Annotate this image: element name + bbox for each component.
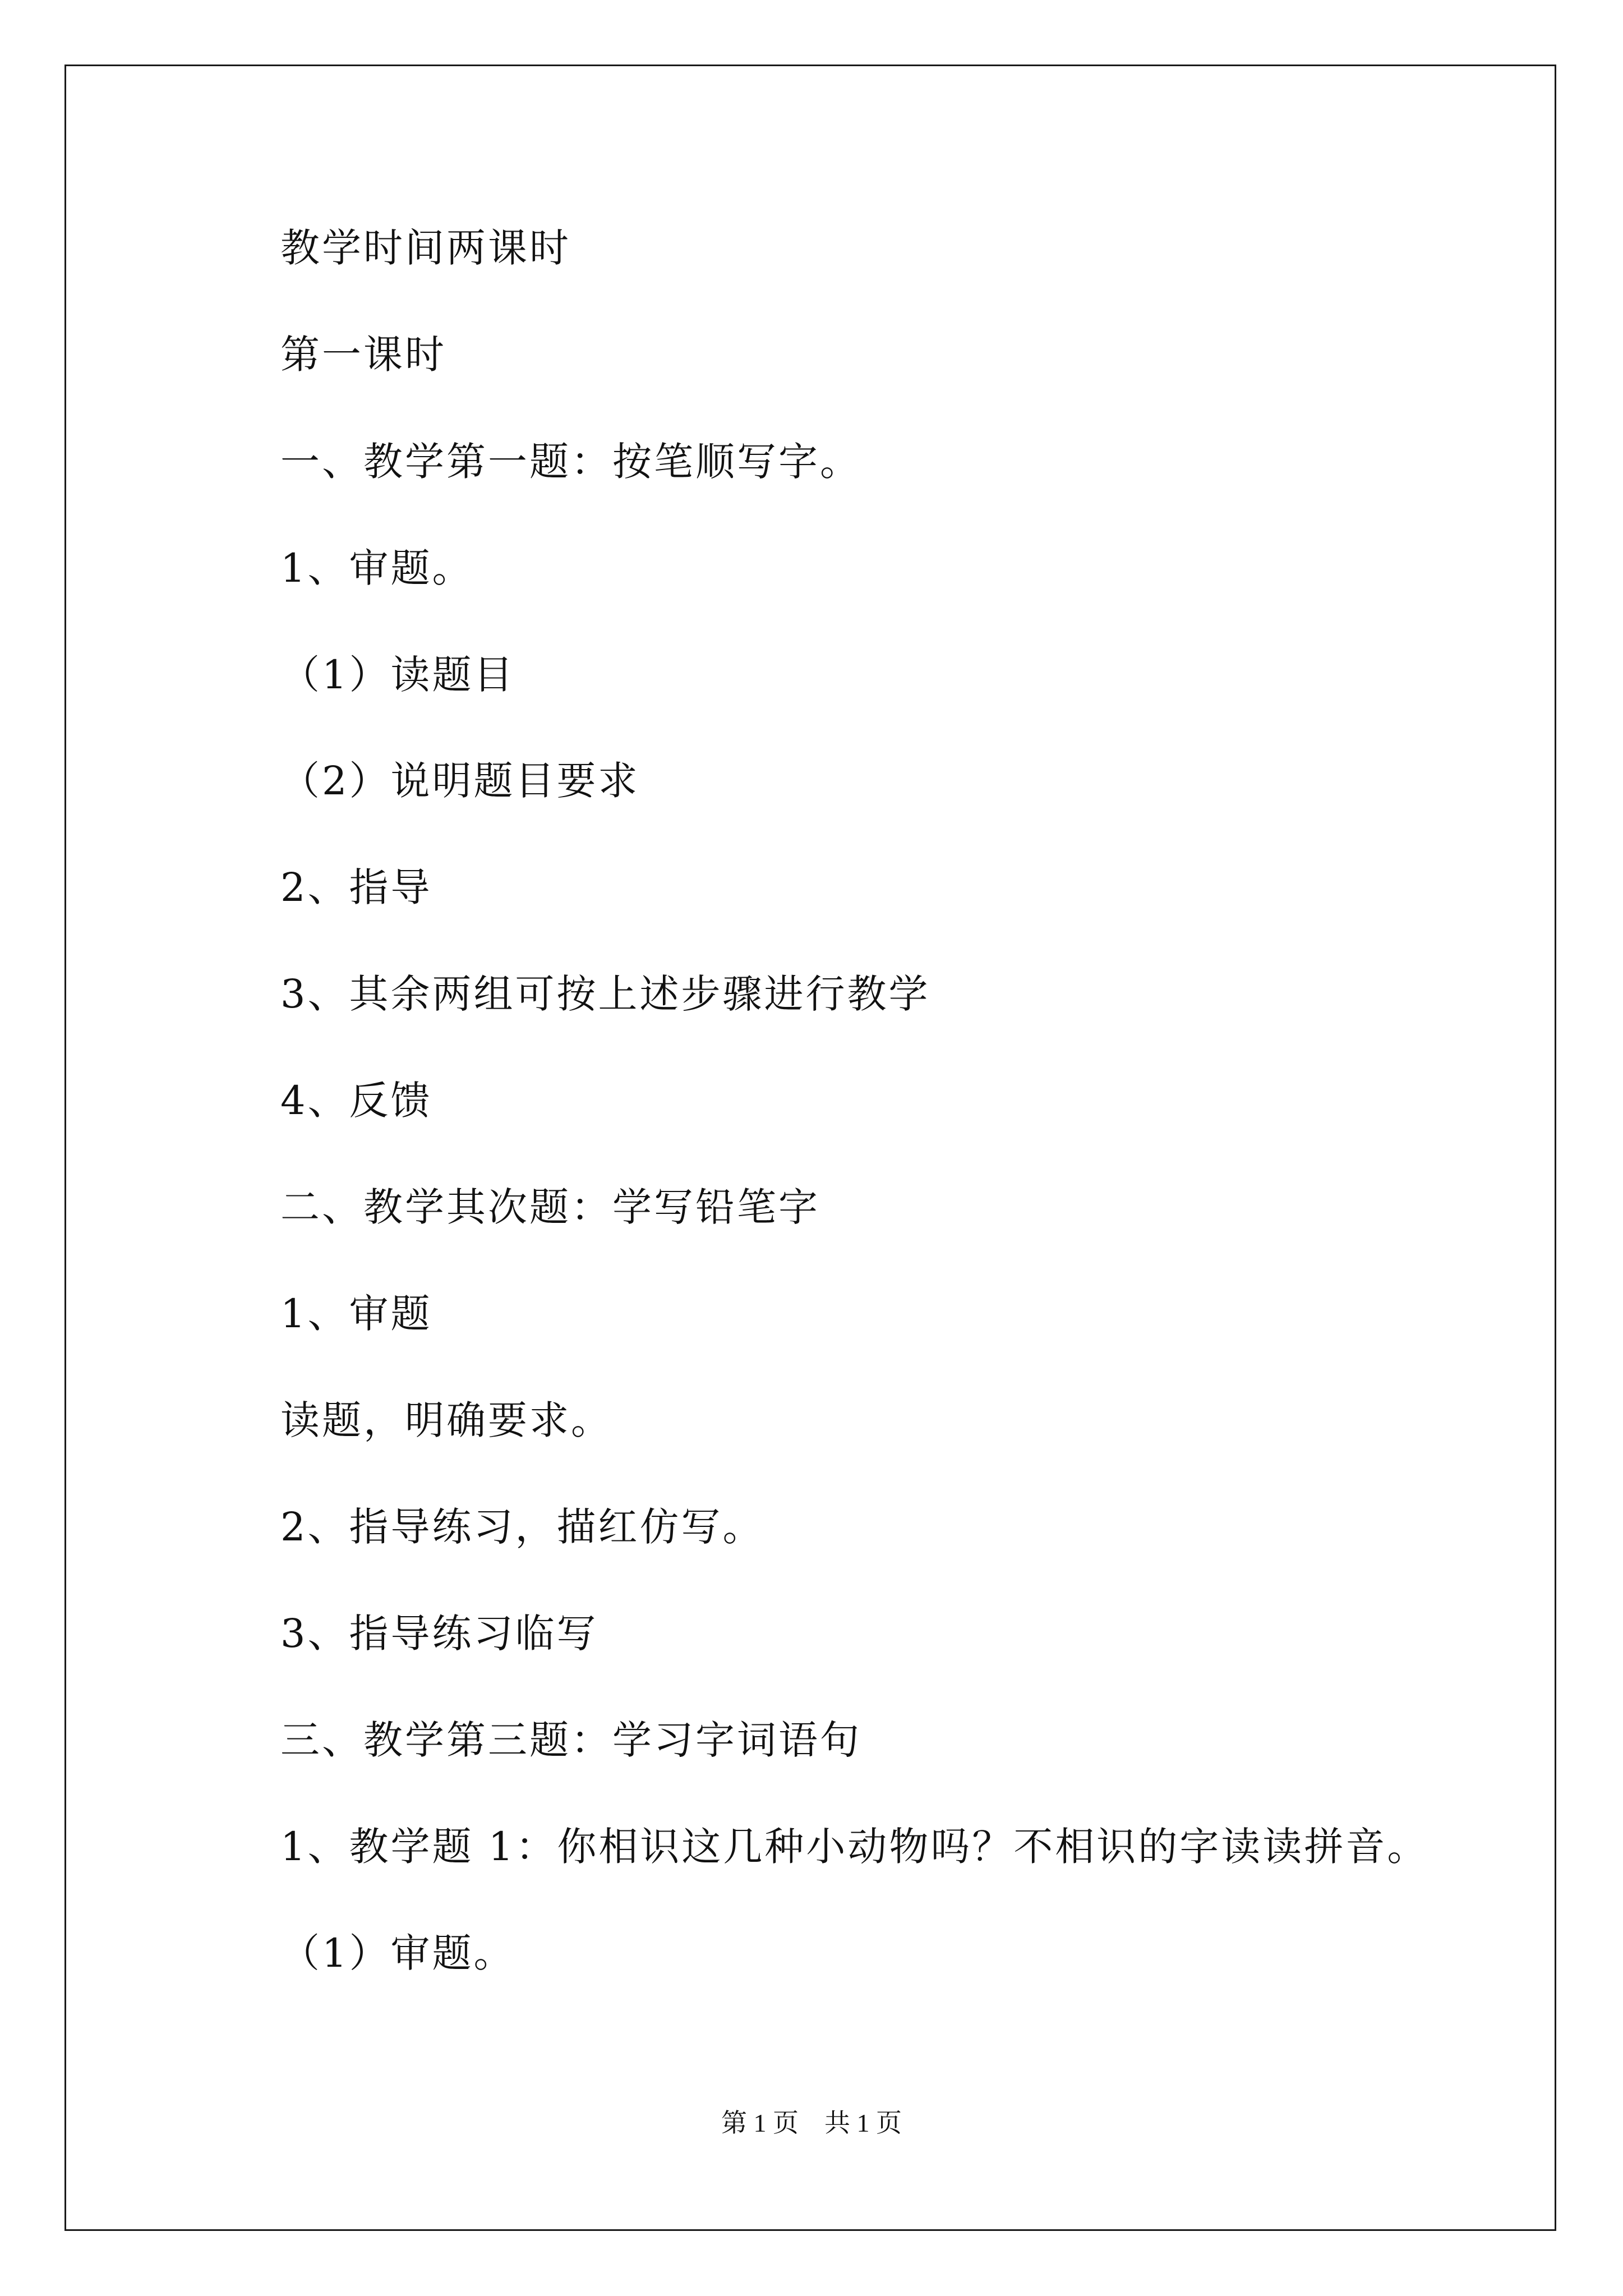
text-line: （2）说明题目要求 xyxy=(280,758,640,804)
text-line: （1）审题。 xyxy=(280,1930,515,1976)
text-line: 教学时间两课时 xyxy=(280,225,571,271)
page-footer: 第 1 页 共 1 页 xyxy=(721,2109,902,2137)
text-line: 1、审题 xyxy=(280,1291,432,1337)
text-line: 一、教学第一题：按笔顺写字。 xyxy=(280,439,861,485)
text-line: 2、指导练习，描红仿写。 xyxy=(280,1504,764,1550)
text-line: 第一课时 xyxy=(280,332,446,378)
text-line: 1、教学题 1：你相识这几种小动物吗？不相识的字读读拼音。 xyxy=(280,1824,1429,1870)
text-line: 3、其余两组可按上述步骤进行教学 xyxy=(280,971,930,1017)
text-line: 读题，明确要求。 xyxy=(280,1397,612,1443)
text-line: 二、教学其次题：学写铅笔字 xyxy=(280,1184,820,1230)
text-line: 3、指导练习临写 xyxy=(280,1611,598,1657)
text-line: 2、指导 xyxy=(280,864,432,910)
text-line: （1）读题目 xyxy=(280,652,515,698)
page-border xyxy=(64,65,1556,2231)
text-line: 三、教学第三题：学习字词语句 xyxy=(280,1717,861,1763)
text-line: 1、审题。 xyxy=(280,545,474,591)
text-line: 4、反馈 xyxy=(280,1078,432,1124)
